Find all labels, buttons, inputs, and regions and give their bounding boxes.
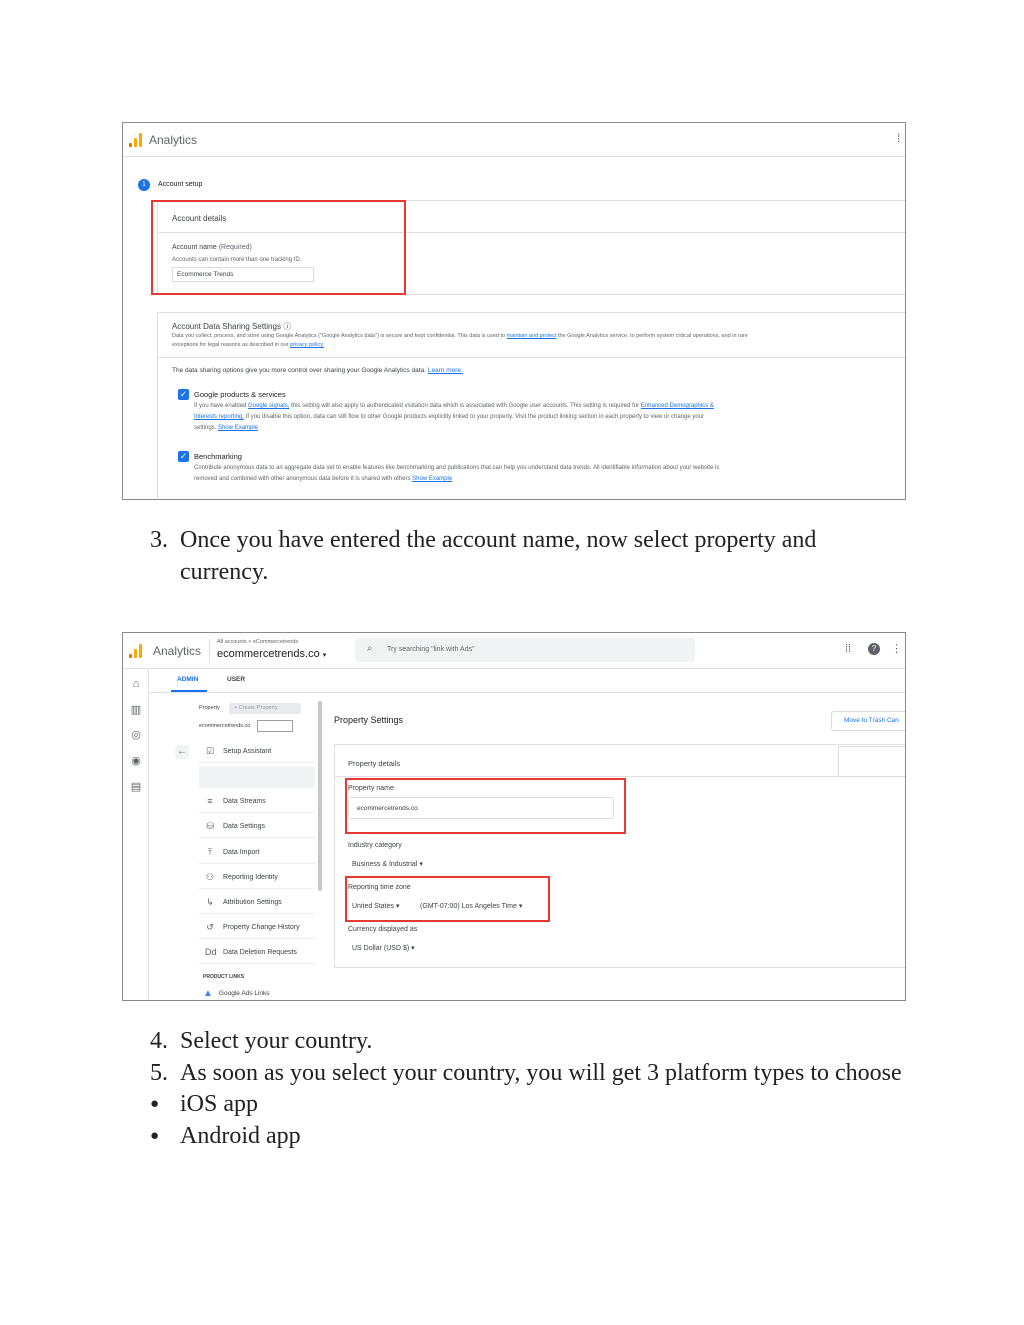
account-name-hint: Accounts can contain more than one tracking ID.: [172, 257, 302, 263]
benchmarking-title: Benchmarking: [194, 452, 242, 461]
list-text: iOS app: [180, 1091, 258, 1117]
chevron-down-icon: ▾: [322, 652, 327, 659]
search-icon: ⌕: [367, 643, 373, 654]
move-to-trash-button[interactable]: Move to Trash Can: [831, 711, 906, 731]
highlight-property-name: [345, 778, 626, 834]
left-rail: [123, 669, 149, 1001]
analytics-logo-icon: [129, 133, 142, 147]
list-number: 3.: [150, 527, 168, 553]
property-settings-screenshot: [122, 632, 906, 1001]
property-name-label: Property name: [348, 785, 394, 792]
list-marker: 5.: [150, 1059, 168, 1086]
currency-dropdown[interactable]: US Dollar (USD $) ▾: [352, 945, 415, 952]
step-label: Account setup: [158, 181, 203, 188]
property-select[interactable]: ecommercetrends.co: [199, 723, 251, 729]
list-marker: ●: [150, 1096, 160, 1112]
nav-item-icon: ≡: [207, 796, 213, 806]
page-title: Property Settings: [334, 715, 404, 725]
nav-scrollbar[interactable]: [318, 701, 322, 891]
nav-item[interactable]: [205, 922, 300, 932]
highlight-timezone: [345, 876, 550, 922]
property-details-title: Property details: [348, 759, 401, 768]
search-placeholder: Try searching "link with Ads": [387, 646, 475, 653]
highlight-account-details: [151, 200, 406, 295]
nav-item[interactable]: [205, 947, 297, 957]
currency-label: Currency displayed as: [348, 926, 418, 933]
nav-item-label: Data Deletion Requests: [223, 948, 297, 956]
list-text: Once you have entered the account name, now select property and currency.: [180, 527, 817, 585]
step-number-badge: 1: [138, 179, 150, 191]
industry-dropdown[interactable]: Business & Industrial ▾: [352, 861, 423, 868]
list-item: [150, 1121, 910, 1153]
timezone-country-dropdown[interactable]: United States ▾: [352, 903, 400, 910]
breadcrumb[interactable]: All accounts > eCommercetrends: [217, 639, 299, 645]
property-name-input[interactable]: ecommercetrends.co: [348, 797, 614, 819]
list-text: Select your country.: [180, 1028, 373, 1054]
nav-item-icon: ☑: [205, 746, 215, 756]
app-title: Analytics: [153, 644, 202, 658]
product-links-heading: PRODUCT LINKS: [203, 974, 245, 980]
google-products-title: Google products & services: [194, 390, 286, 399]
create-property-button[interactable]: + Create Property: [229, 703, 301, 714]
info-icon: ⓘ: [283, 322, 292, 331]
nav-item-label: Data Import: [223, 848, 260, 856]
explore-icon[interactable]: ◎: [131, 729, 141, 741]
analytics-logo-icon: [129, 644, 142, 658]
learn-more-link[interactable]: Learn more.: [427, 367, 463, 374]
google-products-desc: If you have enabled Google signals, this setting will also apply to authenticated visitation data which is associated with Google user accounts. This setting is required for Enhanced Demographics & Interests reporting. If you disable this option, data can still flow to other Google products explicitly linked to your property. Visit the product linking section in each property to view or change your settings. Show Example: [194, 403, 714, 431]
google-ads-icon: ▲: [203, 988, 213, 999]
nav-item-label: Data Settings: [223, 822, 266, 830]
top-bar: [123, 633, 906, 669]
chevron-down-icon: ▾: [395, 903, 400, 910]
nav-item-label: Property Change History: [223, 923, 300, 931]
show-example-link-2[interactable]: Show Example: [412, 476, 453, 482]
advertising-icon[interactable]: ◉: [131, 755, 141, 767]
list-marker: 4.: [150, 1028, 168, 1054]
sharing-description: Data you collect, process, and store using Google Analytics ("Google Analytics data") is secure and kept confidential. This data is used to maintain and protect the Google Analytics service, to perform system critical operations, and in rare exceptions for legal reasons as described in our privacy policy.: [172, 333, 748, 348]
nav-item[interactable]: [205, 821, 265, 831]
nav-item[interactable]: [205, 847, 260, 857]
sharing-options-text: The data sharing options give you more control over sharing your Google Analytics data. Learn more.: [172, 367, 463, 374]
details-action-box[interactable]: [838, 746, 906, 777]
back-arrow-icon[interactable]: ←: [177, 746, 187, 757]
chevron-down-icon: ▾: [518, 903, 523, 910]
reports-icon[interactable]: ▥: [130, 704, 142, 716]
industry-label: Industry category: [348, 842, 402, 849]
account-name-input[interactable]: Ecommerce Trends: [172, 267, 314, 282]
nav-item[interactable]: [205, 746, 271, 756]
nav-item-icon: Dd: [205, 947, 217, 957]
property-label: Property: [199, 705, 220, 711]
search-bar[interactable]: [355, 638, 695, 662]
nav-item-icon: ⚇: [205, 872, 215, 882]
account-setup-screenshot: [122, 122, 906, 500]
plus-icon: +: [234, 705, 238, 711]
chevron-down-icon: ▾: [411, 945, 415, 952]
list-item: [150, 1089, 910, 1121]
google-ads-links[interactable]: ▲ Google Ads Links: [203, 988, 270, 999]
apps-grid-icon[interactable]: ⁞⁞: [845, 643, 852, 655]
admin-tabs: [149, 669, 906, 693]
instruction-list: [150, 1026, 910, 1152]
nav-item-icon: ↳: [206, 897, 214, 907]
show-example-link-1[interactable]: Show Example: [218, 425, 259, 431]
timezone-dropdown[interactable]: (GMT-07:00) Los Angeles Time ▾: [420, 903, 523, 910]
nav-item-icon: ⛁: [206, 821, 214, 831]
apps-grid-icon[interactable]: ⁞: [897, 131, 901, 145]
chevron-down-icon: ▾: [419, 861, 423, 868]
list-item: [150, 1058, 910, 1090]
nav-item-label: Setup Assistant: [223, 747, 272, 755]
nav-item-label: Attribution Settings: [223, 898, 282, 906]
account-details-title: Account details: [172, 214, 227, 223]
timezone-label: Reporting time zone: [348, 884, 411, 891]
step-3-text: [150, 525, 910, 588]
account-selector[interactable]: ecommercetrends.co ▾: [217, 648, 327, 660]
nav-item-icon: ⤒: [208, 847, 212, 857]
benchmarking-desc: Contribute anonymous data to an aggregate data set to enable features like benchmarking and publications that can help you understand data trends. All identifiable information about your website is removed and combined with other anonymous data before it is shared with others Show Example: [194, 465, 720, 482]
nav-item-label: Data Streams: [223, 797, 266, 805]
list-text: Android app: [180, 1122, 301, 1149]
list-text: As soon as you select your country, you will get 3 platform types to choose: [180, 1059, 902, 1086]
help-icon[interactable]: ?: [868, 643, 880, 655]
google-products-checkbox[interactable]: ✓: [179, 389, 188, 399]
nav-item[interactable]: [205, 872, 278, 882]
tab-user[interactable]: USER: [227, 676, 246, 683]
list-item: [150, 1026, 910, 1058]
configure-icon[interactable]: ▤: [130, 781, 142, 793]
app-title: Analytics: [149, 133, 198, 147]
list-marker: ●: [150, 1127, 160, 1144]
nav-item[interactable]: [205, 796, 266, 806]
more-vert-icon[interactable]: ⋮: [891, 643, 902, 655]
nav-item-label: Reporting Identity: [223, 873, 278, 881]
tab-admin[interactable]: ADMIN: [177, 676, 199, 683]
nav-active-highlight: [199, 766, 315, 788]
top-bar: [123, 123, 906, 157]
sharing-title: Account Data Sharing Settings ⓘ: [172, 322, 292, 331]
home-icon[interactable]: ⌂: [132, 678, 140, 690]
account-name-label: Account name (Required): [172, 244, 252, 251]
nav-item[interactable]: [205, 897, 282, 907]
nav-item-icon: ↺: [206, 922, 214, 932]
data-sharing-card: [157, 312, 906, 500]
benchmarking-checkbox[interactable]: ✓: [179, 451, 188, 461]
